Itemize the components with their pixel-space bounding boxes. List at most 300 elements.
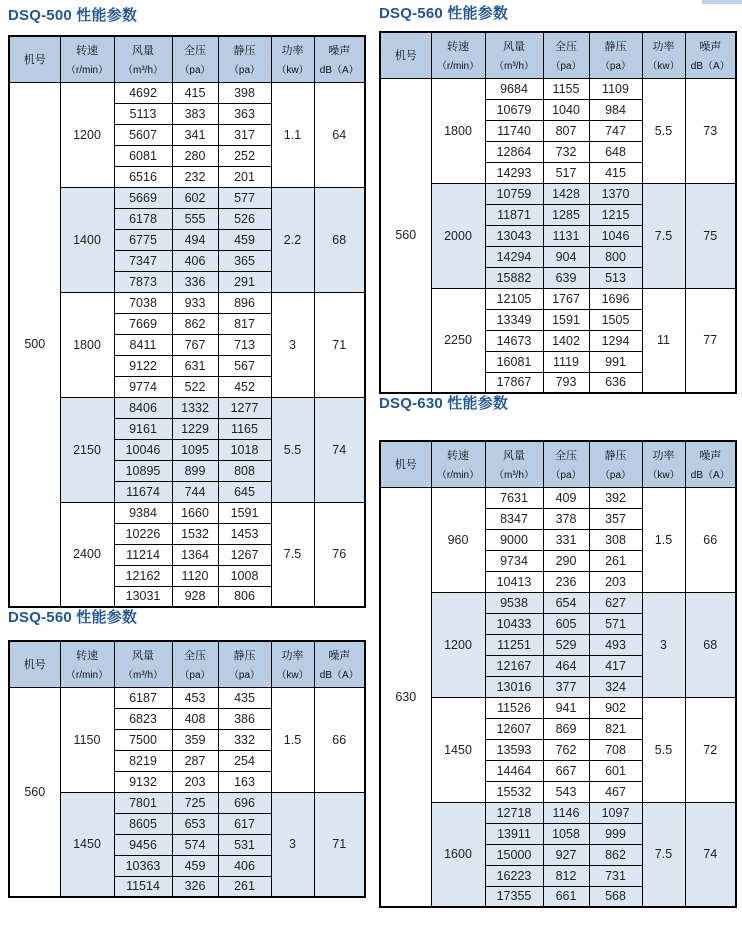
- cell-static-pressure: 363: [218, 103, 271, 124]
- cell-static-pressure: 392: [589, 487, 642, 508]
- col-header-machine: 机号: [9, 36, 60, 82]
- cell-airflow: 17355: [485, 886, 543, 907]
- cell-total-pressure: 904: [543, 246, 589, 267]
- cell-total-pressure: 378: [543, 508, 589, 529]
- col-header-static-pressure: 静压 （pa）: [218, 641, 271, 687]
- cell-static-pressure: 708: [589, 739, 642, 760]
- cell-airflow: 7038: [114, 292, 172, 313]
- cell-airflow: 15882: [485, 267, 543, 288]
- cell-total-pressure: 862: [172, 313, 218, 334]
- cell-total-pressure: 517: [543, 162, 589, 183]
- cell-static-pressure: 1294: [589, 330, 642, 351]
- cell-airflow: 13911: [485, 823, 543, 844]
- col-header-noise: 噪声 dB（A）: [685, 32, 736, 78]
- dsq560-left-spec-table-container: [8, 640, 365, 898]
- cell-static-pressure: 731: [589, 865, 642, 886]
- cell-static-pressure: 493: [589, 634, 642, 655]
- col-header-speed: 转速 （r/min）: [431, 32, 485, 78]
- cell-machine-no: 500: [9, 82, 60, 607]
- cell-static-pressure: 531: [218, 834, 271, 855]
- cell-total-pressure: 1332: [172, 397, 218, 418]
- col-header-airflow: 风量 （m³/h）: [485, 32, 543, 78]
- cell-total-pressure: 1131: [543, 225, 589, 246]
- cell-machine-no: 560: [9, 687, 60, 897]
- cell-total-pressure: 408: [172, 708, 218, 729]
- cell-airflow: 10046: [114, 439, 172, 460]
- cell-airflow: 13031: [114, 586, 172, 607]
- cell-power: 1.1: [271, 82, 314, 187]
- cell-total-pressure: 574: [172, 834, 218, 855]
- cell-airflow: 6187: [114, 687, 172, 708]
- header-row: [380, 32, 736, 78]
- cell-airflow: 12607: [485, 718, 543, 739]
- cell-airflow: 13349: [485, 309, 543, 330]
- table-row: [380, 802, 736, 823]
- cell-power: 7.5: [642, 183, 685, 288]
- col-header-total-pressure: 全压 （pa）: [172, 36, 218, 82]
- cell-total-pressure: 812: [543, 865, 589, 886]
- table-row: [380, 78, 736, 99]
- cell-airflow: 11526: [485, 697, 543, 718]
- cell-noise: 66: [314, 687, 365, 792]
- cell-static-pressure: 398: [218, 82, 271, 103]
- table-row: [380, 592, 736, 613]
- table-row: [9, 502, 365, 523]
- header-row: [9, 641, 365, 687]
- cell-total-pressure: 1364: [172, 544, 218, 565]
- cell-static-pressure: 617: [218, 813, 271, 834]
- cell-total-pressure: 406: [172, 250, 218, 271]
- table-title-dsq500: DSQ-500 性能参数: [8, 7, 138, 24]
- cell-total-pressure: 290: [543, 550, 589, 571]
- cell-static-pressure: 324: [589, 676, 642, 697]
- cell-airflow: 11871: [485, 204, 543, 225]
- cell-speed: 1450: [431, 697, 485, 802]
- col-header-total-pressure: 全压 （pa）: [543, 441, 589, 487]
- cell-airflow: 13016: [485, 676, 543, 697]
- cell-speed: 1800: [431, 78, 485, 183]
- cell-static-pressure: 459: [218, 229, 271, 250]
- cell-noise: 77: [685, 288, 736, 393]
- cell-total-pressure: 409: [543, 487, 589, 508]
- cell-machine-no: 630: [380, 487, 431, 907]
- cell-airflow: 6178: [114, 208, 172, 229]
- cell-airflow: 11740: [485, 120, 543, 141]
- col-header-machine: 机号: [9, 641, 60, 687]
- cell-total-pressure: 1095: [172, 439, 218, 460]
- cell-power: 7.5: [642, 802, 685, 907]
- cell-total-pressure: 1285: [543, 204, 589, 225]
- cell-total-pressure: 326: [172, 876, 218, 897]
- cell-airflow: 11251: [485, 634, 543, 655]
- col-header-airflow: 风量 （m³/h）: [485, 441, 543, 487]
- cell-total-pressure: 341: [172, 124, 218, 145]
- cell-static-pressure: 1696: [589, 288, 642, 309]
- table-row: [9, 292, 365, 313]
- dsq560-right-spec-table-container: [379, 31, 736, 394]
- cell-total-pressure: 1767: [543, 288, 589, 309]
- cell-speed: 1800: [60, 292, 114, 397]
- table-title-dsq630: DSQ-630 性能参数: [379, 395, 509, 412]
- cell-total-pressure: 793: [543, 372, 589, 393]
- cell-airflow: 7669: [114, 313, 172, 334]
- cell-airflow: 13593: [485, 739, 543, 760]
- cell-noise: 74: [314, 397, 365, 502]
- cell-total-pressure: 661: [543, 886, 589, 907]
- col-header-static-pressure: 静压 （pa）: [589, 441, 642, 487]
- cell-noise: 66: [685, 487, 736, 592]
- cell-total-pressure: 1119: [543, 351, 589, 372]
- cell-machine-no: 560: [380, 78, 431, 393]
- cell-airflow: 10679: [485, 99, 543, 120]
- cell-static-pressure: 467: [589, 781, 642, 802]
- cell-speed: 2150: [60, 397, 114, 502]
- cell-power: 3: [642, 592, 685, 697]
- cell-static-pressure: 648: [589, 141, 642, 162]
- cell-static-pressure: 984: [589, 99, 642, 120]
- cell-static-pressure: 1277: [218, 397, 271, 418]
- cell-total-pressure: 744: [172, 481, 218, 502]
- cell-total-pressure: 767: [172, 334, 218, 355]
- cell-total-pressure: 522: [172, 376, 218, 397]
- cell-airflow: 7801: [114, 792, 172, 813]
- header-row: [380, 441, 736, 487]
- cell-static-pressure: 201: [218, 166, 271, 187]
- cell-total-pressure: 415: [172, 82, 218, 103]
- cell-total-pressure: 377: [543, 676, 589, 697]
- cell-airflow: 7500: [114, 729, 172, 750]
- cell-airflow: 4692: [114, 82, 172, 103]
- cell-noise: 72: [685, 697, 736, 802]
- col-header-power: 功率 （kw）: [271, 36, 314, 82]
- col-header-static-pressure: 静压 （pa）: [589, 32, 642, 78]
- cell-airflow: 14294: [485, 246, 543, 267]
- cell-static-pressure: 1046: [589, 225, 642, 246]
- table-row: [380, 487, 736, 508]
- cell-speed: 1450: [60, 792, 114, 897]
- cell-static-pressure: 1505: [589, 309, 642, 330]
- col-header-total-pressure: 全压 （pa）: [543, 32, 589, 78]
- col-header-power: 功率 （kw）: [271, 641, 314, 687]
- cell-power: 5.5: [642, 78, 685, 183]
- cell-airflow: 10363: [114, 855, 172, 876]
- cell-static-pressure: 1370: [589, 183, 642, 204]
- cell-airflow: 9384: [114, 502, 172, 523]
- left-column: [8, 6, 365, 898]
- cell-airflow: 6775: [114, 229, 172, 250]
- cell-speed: 2000: [431, 183, 485, 288]
- cell-static-pressure: 435: [218, 687, 271, 708]
- dsq-560-left-spec-table: [8, 640, 366, 898]
- table-row: [9, 687, 365, 708]
- cell-total-pressure: 605: [543, 613, 589, 634]
- cell-total-pressure: 1660: [172, 502, 218, 523]
- cell-airflow: 14464: [485, 760, 543, 781]
- cell-static-pressure: 713: [218, 334, 271, 355]
- cell-total-pressure: 232: [172, 166, 218, 187]
- cell-speed: 1200: [60, 82, 114, 187]
- cell-total-pressure: 383: [172, 103, 218, 124]
- cell-power: 5.5: [271, 397, 314, 502]
- cell-noise: 71: [314, 292, 365, 397]
- cell-total-pressure: 459: [172, 855, 218, 876]
- cell-total-pressure: 494: [172, 229, 218, 250]
- cell-static-pressure: 817: [218, 313, 271, 334]
- table-title-dsq560-right: DSQ-560 性能参数: [379, 5, 509, 22]
- cell-static-pressure: 806: [218, 586, 271, 607]
- cell-airflow: 7347: [114, 250, 172, 271]
- col-header-speed: 转速 （r/min）: [60, 36, 114, 82]
- col-header-speed: 转速 （r/min）: [60, 641, 114, 687]
- cell-speed: 1200: [431, 592, 485, 697]
- dsq-630-spec-table: [379, 440, 737, 908]
- cell-total-pressure: 287: [172, 750, 218, 771]
- cell-static-pressure: 902: [589, 697, 642, 718]
- cell-airflow: 11514: [114, 876, 172, 897]
- cell-total-pressure: 1040: [543, 99, 589, 120]
- cell-airflow: 8406: [114, 397, 172, 418]
- col-header-power: 功率 （kw）: [642, 32, 685, 78]
- col-header-noise: 噪声 dB（A）: [685, 441, 736, 487]
- cell-total-pressure: 336: [172, 271, 218, 292]
- cell-airflow: 12162: [114, 565, 172, 586]
- col-header-noise: 噪声 dB（A）: [314, 641, 365, 687]
- cell-static-pressure: 999: [589, 823, 642, 844]
- table-title-dsq560-left: DSQ-560 性能参数: [8, 609, 138, 626]
- cell-airflow: 9456: [114, 834, 172, 855]
- cell-airflow: 8411: [114, 334, 172, 355]
- cell-static-pressure: 1453: [218, 523, 271, 544]
- cell-total-pressure: 1402: [543, 330, 589, 351]
- dsq-500-spec-table: [8, 35, 366, 608]
- cell-static-pressure: 696: [218, 792, 271, 813]
- cell-total-pressure: 807: [543, 120, 589, 141]
- cell-speed: 2250: [431, 288, 485, 393]
- cell-static-pressure: 452: [218, 376, 271, 397]
- cell-power: 2.2: [271, 187, 314, 292]
- cell-total-pressure: 725: [172, 792, 218, 813]
- cell-airflow: 13043: [485, 225, 543, 246]
- cell-static-pressure: 365: [218, 250, 271, 271]
- cell-total-pressure: 927: [543, 844, 589, 865]
- cell-static-pressure: 1097: [589, 802, 642, 823]
- cell-total-pressure: 631: [172, 355, 218, 376]
- cell-static-pressure: 332: [218, 729, 271, 750]
- table-row: [9, 187, 365, 208]
- cell-total-pressure: 453: [172, 687, 218, 708]
- cell-static-pressure: 415: [589, 162, 642, 183]
- cell-noise: 68: [685, 592, 736, 697]
- cell-airflow: 15532: [485, 781, 543, 802]
- cell-total-pressure: 602: [172, 187, 218, 208]
- cell-airflow: 6081: [114, 145, 172, 166]
- cell-total-pressure: 653: [172, 813, 218, 834]
- cell-total-pressure: 359: [172, 729, 218, 750]
- cell-noise: 71: [314, 792, 365, 897]
- cell-speed: 1600: [431, 802, 485, 907]
- dsq-560-right-spec-table: [379, 31, 737, 394]
- cell-static-pressure: 1591: [218, 502, 271, 523]
- cell-airflow: 9774: [114, 376, 172, 397]
- cell-total-pressure: 543: [543, 781, 589, 802]
- cell-static-pressure: 808: [218, 460, 271, 481]
- cell-static-pressure: 317: [218, 124, 271, 145]
- cell-airflow: 6516: [114, 166, 172, 187]
- cell-power: 7.5: [271, 502, 314, 607]
- cell-noise: 68: [314, 187, 365, 292]
- cell-static-pressure: 203: [589, 571, 642, 592]
- cell-total-pressure: 1229: [172, 418, 218, 439]
- cell-power: 5.5: [642, 697, 685, 802]
- cell-static-pressure: 1165: [218, 418, 271, 439]
- cell-static-pressure: 513: [589, 267, 642, 288]
- cell-airflow: 5669: [114, 187, 172, 208]
- cell-total-pressure: 280: [172, 145, 218, 166]
- cell-total-pressure: 1532: [172, 523, 218, 544]
- table-row: [9, 82, 365, 103]
- cell-static-pressure: 1267: [218, 544, 271, 565]
- cell-speed: 1400: [60, 187, 114, 292]
- cell-static-pressure: 636: [589, 372, 642, 393]
- col-header-power: 功率 （kw）: [642, 441, 685, 487]
- cell-total-pressure: 1146: [543, 802, 589, 823]
- cell-airflow: 12167: [485, 655, 543, 676]
- cell-power: 1.5: [642, 487, 685, 592]
- cell-airflow: 9734: [485, 550, 543, 571]
- cell-static-pressure: 308: [589, 529, 642, 550]
- cell-total-pressure: 331: [543, 529, 589, 550]
- cell-total-pressure: 869: [543, 718, 589, 739]
- cell-static-pressure: 862: [589, 844, 642, 865]
- cell-airflow: 12718: [485, 802, 543, 823]
- header-row: [9, 36, 365, 82]
- cell-static-pressure: 417: [589, 655, 642, 676]
- cell-total-pressure: 899: [172, 460, 218, 481]
- cell-static-pressure: 747: [589, 120, 642, 141]
- cell-noise: 74: [685, 802, 736, 907]
- cell-static-pressure: 800: [589, 246, 642, 267]
- col-header-noise: 噪声 dB（A）: [314, 36, 365, 82]
- right-column: [379, 4, 736, 908]
- cell-total-pressure: 464: [543, 655, 589, 676]
- cell-airflow: 10413: [485, 571, 543, 592]
- cell-airflow: 9161: [114, 418, 172, 439]
- cell-static-pressure: 1109: [589, 78, 642, 99]
- cell-total-pressure: 1120: [172, 565, 218, 586]
- cell-static-pressure: 291: [218, 271, 271, 292]
- cell-airflow: 11674: [114, 481, 172, 502]
- cell-airflow: 8605: [114, 813, 172, 834]
- cell-noise: 76: [314, 502, 365, 607]
- cell-total-pressure: 1058: [543, 823, 589, 844]
- cell-total-pressure: 236: [543, 571, 589, 592]
- cell-total-pressure: 1591: [543, 309, 589, 330]
- cell-airflow: 9538: [485, 592, 543, 613]
- cell-static-pressure: 1215: [589, 204, 642, 225]
- table-row: [9, 792, 365, 813]
- cell-static-pressure: 254: [218, 750, 271, 771]
- cell-static-pressure: 568: [589, 886, 642, 907]
- col-header-machine: 机号: [380, 32, 431, 78]
- cell-static-pressure: 645: [218, 481, 271, 502]
- col-header-speed: 转速 （r/min）: [431, 441, 485, 487]
- cell-airflow: 9132: [114, 771, 172, 792]
- cell-airflow: 15000: [485, 844, 543, 865]
- cell-static-pressure: 1008: [218, 565, 271, 586]
- cell-airflow: 12864: [485, 141, 543, 162]
- cell-total-pressure: 762: [543, 739, 589, 760]
- cell-total-pressure: 654: [543, 592, 589, 613]
- cell-static-pressure: 357: [589, 508, 642, 529]
- cell-total-pressure: 639: [543, 267, 589, 288]
- table-row: [380, 288, 736, 309]
- cell-static-pressure: 261: [589, 550, 642, 571]
- cell-static-pressure: 567: [218, 355, 271, 376]
- cell-static-pressure: 601: [589, 760, 642, 781]
- col-header-airflow: 风量 （m³/h）: [114, 36, 172, 82]
- cell-airflow: 8219: [114, 750, 172, 771]
- cell-airflow: 10226: [114, 523, 172, 544]
- cell-airflow: 8347: [485, 508, 543, 529]
- col-header-static-pressure: 静压 （pa）: [218, 36, 271, 82]
- cell-airflow: 12105: [485, 288, 543, 309]
- cell-static-pressure: 1018: [218, 439, 271, 460]
- col-header-total-pressure: 全压 （pa）: [172, 641, 218, 687]
- cell-total-pressure: 941: [543, 697, 589, 718]
- cell-static-pressure: 261: [218, 876, 271, 897]
- cell-airflow: 9000: [485, 529, 543, 550]
- cell-power: 3: [271, 792, 314, 897]
- cell-airflow: 10759: [485, 183, 543, 204]
- cell-static-pressure: 627: [589, 592, 642, 613]
- cell-total-pressure: 667: [543, 760, 589, 781]
- cell-airflow: 7873: [114, 271, 172, 292]
- cell-static-pressure: 406: [218, 855, 271, 876]
- cell-static-pressure: 821: [589, 718, 642, 739]
- cell-static-pressure: 386: [218, 708, 271, 729]
- cell-airflow: 7631: [485, 487, 543, 508]
- cell-static-pressure: 526: [218, 208, 271, 229]
- cell-noise: 75: [685, 183, 736, 288]
- cell-airflow: 9684: [485, 78, 543, 99]
- cell-static-pressure: 252: [218, 145, 271, 166]
- cell-noise: 64: [314, 82, 365, 187]
- cell-power: 1.5: [271, 687, 314, 792]
- table-row: [380, 183, 736, 204]
- cell-speed: 1150: [60, 687, 114, 792]
- table-row: [9, 397, 365, 418]
- cell-airflow: 17867: [485, 372, 543, 393]
- cell-total-pressure: 203: [172, 771, 218, 792]
- cell-total-pressure: 732: [543, 141, 589, 162]
- cell-power: 11: [642, 288, 685, 393]
- cell-total-pressure: 928: [172, 586, 218, 607]
- table-row: [380, 697, 736, 718]
- cell-noise: 73: [685, 78, 736, 183]
- cell-airflow: 16223: [485, 865, 543, 886]
- cell-total-pressure: 555: [172, 208, 218, 229]
- cell-airflow: 11214: [114, 544, 172, 565]
- cell-speed: 2400: [60, 502, 114, 607]
- cell-airflow: 9122: [114, 355, 172, 376]
- cell-power: 3: [271, 292, 314, 397]
- cell-airflow: 6823: [114, 708, 172, 729]
- cell-total-pressure: 933: [172, 292, 218, 313]
- cell-total-pressure: 529: [543, 634, 589, 655]
- cell-airflow: 10895: [114, 460, 172, 481]
- cell-total-pressure: 1428: [543, 183, 589, 204]
- cell-speed: 960: [431, 487, 485, 592]
